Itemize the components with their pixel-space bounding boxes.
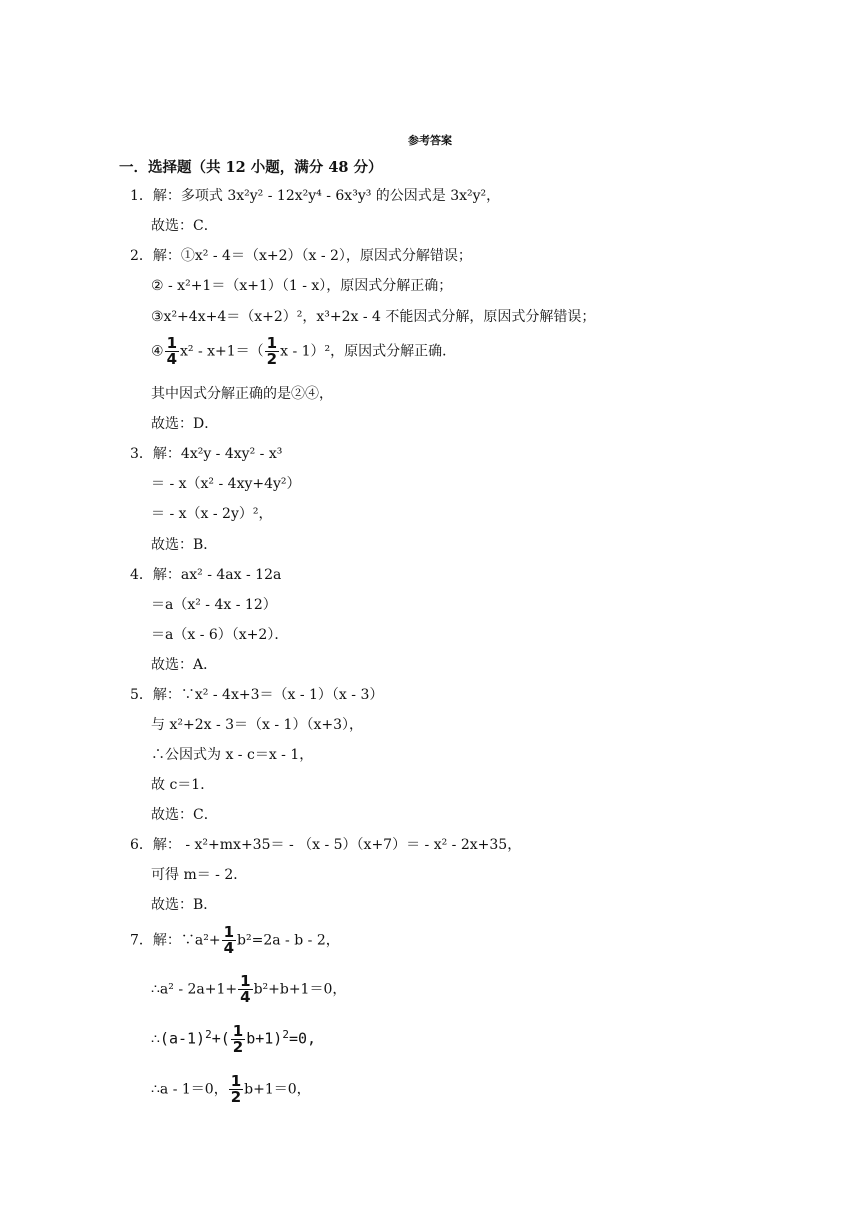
numerator: 1 xyxy=(232,1022,244,1040)
fraction xyxy=(165,336,179,367)
answer-line-fraction xyxy=(130,925,340,956)
text-segment: x - 1）²，原因式分解正确． xyxy=(280,343,457,360)
answer-line: 故选：C． xyxy=(151,807,218,823)
fraction xyxy=(238,974,252,1005)
numerator: 1 xyxy=(223,923,235,941)
answer-line-fraction xyxy=(151,974,346,1005)
denominator: 4 xyxy=(240,988,251,1006)
numerator: 1 xyxy=(230,1072,242,1090)
text-segment: ④ xyxy=(151,343,164,360)
answer-line: 故选：B． xyxy=(151,537,218,553)
text-segment: 7．解：∵a²+ xyxy=(130,932,221,949)
denominator: 2 xyxy=(230,1088,242,1106)
answer-line: 2．解：①x² - 4＝（x+2）（x - 2），原因式分解错误； xyxy=(130,248,472,264)
denominator: 4 xyxy=(166,350,177,368)
answer-line: 6．解： - x²+mx+35＝ - （x - 5）（x+7）＝ - x² - 2x+35， xyxy=(130,837,522,853)
answer-line: 3．解：4x²y - 4xy² - x³ xyxy=(130,446,283,462)
fraction xyxy=(222,925,236,956)
answer-line: ＝ - x（x² - 4xy+4y²） xyxy=(151,476,301,492)
answer-line-fraction xyxy=(151,1074,311,1105)
fraction xyxy=(265,336,279,367)
text-segment: b+1) xyxy=(246,1029,283,1048)
answer-line: 故选：B． xyxy=(151,897,218,913)
answer-line: ② - x²+1＝（x+1）（1 - x），原因式分解正确； xyxy=(151,278,453,294)
text-segment: (a-1) xyxy=(159,1029,206,1048)
numerator: 1 xyxy=(166,334,177,352)
text-segment: ∴ xyxy=(151,1031,160,1048)
answer-line: 可得 m＝ - 2． xyxy=(151,867,248,883)
section-heading: 一．选择题（共 12 小题，满分 48 分） xyxy=(119,159,383,176)
answer-line: 5．解：∵x² - 4x+3＝（x - 1）（x - 3） xyxy=(130,687,384,703)
answer-line: 故选：C． xyxy=(151,218,218,234)
text-segment: =0, xyxy=(288,1029,317,1048)
answer-line: 故选：D． xyxy=(151,416,219,432)
numerator: 1 xyxy=(240,972,251,990)
superscript: 2 xyxy=(282,1027,289,1041)
answer-line: 故 c＝1． xyxy=(151,777,215,793)
text-segment: b+1＝0， xyxy=(244,1081,311,1098)
answer-line-fraction xyxy=(151,336,456,367)
text-segment: +( xyxy=(211,1029,230,1048)
text-segment: ∴a² - 2a+1+ xyxy=(151,981,238,998)
text-segment: b²+b+1＝0， xyxy=(253,981,347,998)
answer-line: 4．解：ax² - 4ax - 12a xyxy=(130,567,282,583)
answer-line: ＝ - x（x - 2y）²， xyxy=(151,506,273,522)
answer-line: 与 x²+2x - 3＝（x - 1）（x+3）， xyxy=(151,717,363,733)
text-segment: x² - x+1＝（ xyxy=(180,343,264,360)
denominator: 2 xyxy=(232,1038,244,1056)
answer-line-fraction xyxy=(151,1024,316,1055)
fraction xyxy=(231,1024,245,1055)
answer-title: 参考答案 xyxy=(408,134,452,147)
denominator: 4 xyxy=(223,939,235,957)
answer-line: ＝a（x² - 4x - 12） xyxy=(151,597,277,613)
denominator: 2 xyxy=(266,350,278,368)
answer-line: 其中因式分解正确的是②④， xyxy=(151,386,333,402)
answer-line: 故选：A． xyxy=(151,657,218,673)
fraction xyxy=(229,1074,243,1105)
answer-line: ＝a（x - 6）（x+2）． xyxy=(151,627,289,643)
numerator: 1 xyxy=(266,334,278,352)
text-segment: b²=2a - b - 2， xyxy=(237,932,340,949)
superscript: 2 xyxy=(205,1027,212,1041)
text-segment: ∴a - 1＝0， xyxy=(151,1081,228,1098)
answer-line: 1．解：多项式 3x²y² - 12x²y⁴ - 6x³y³ 的公因式是 3x²y²， xyxy=(130,188,501,204)
answer-line: ③x²+4x+4＝（x+2）²，x³+2x - 4 不能因式分解，原因式分解错误； xyxy=(151,309,596,325)
answer-line: ∴公因式为 x - c＝x - 1， xyxy=(151,747,314,763)
